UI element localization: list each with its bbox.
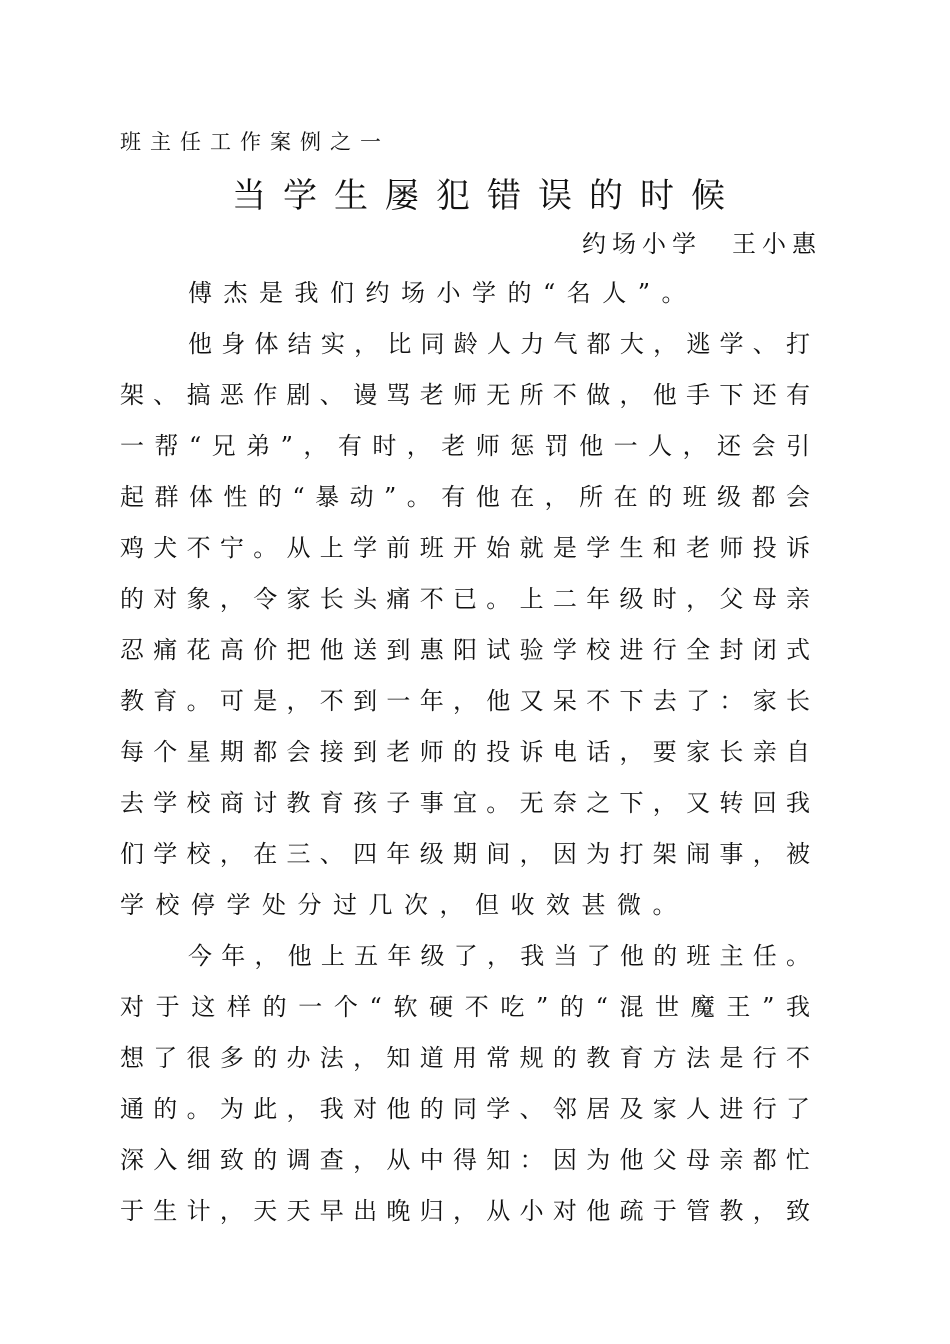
paragraph-line: 学校停学处分过几次，但收效甚微。 — [120, 891, 688, 919]
paragraph-line: 想了很多的办法，知道用常规的教育方法是行不 — [120, 1044, 810, 1072]
author-name: 王小惠 — [732, 230, 822, 258]
paragraph-line: 通的。为此，我对他的同学、邻居及家人进行了 — [120, 1095, 810, 1123]
paragraph-line: 一帮“兄弟”，有时，老师惩罚他一人，还会引 — [120, 432, 810, 460]
paragraph-line: 于生计，天天早出晚归，从小对他疏于管教，致 — [120, 1197, 810, 1225]
paragraph-line: 架、搞恶作剧、谩骂老师无所不做，他手下还有 — [120, 381, 810, 409]
school-name: 约场小学 — [582, 230, 702, 258]
paragraph-line: 忍痛花高价把他送到惠阳试验学校进行全封闭式 — [120, 636, 810, 664]
series-label: 班主任工作案例之一 — [120, 130, 390, 154]
paragraph-line: 傅杰是我们约场小学的“名人”。 — [188, 279, 698, 307]
body-text — [120, 268, 810, 1237]
document-title: 当学生屡犯错误的时候 — [232, 176, 742, 216]
paragraph-line: 教育。可是，不到一年，他又呆不下去了：家长 — [120, 687, 810, 715]
paragraph-line: 们学校，在三、四年级期间，因为打架闹事，被 — [120, 840, 810, 868]
paragraph-line: 每个星期都会接到老师的投诉电话，要家长亲自 — [120, 738, 810, 766]
paragraph-line: 起群体性的“暴动”。有他在，所在的班级都会 — [120, 483, 810, 511]
paragraph-line: 深入细致的调查，从中得知：因为他父母亲都忙 — [120, 1146, 810, 1174]
paragraph-line: 今年，他上五年级了，我当了他的班主任。 — [188, 942, 810, 970]
paragraph-line: 他身体结实，比同龄人力气都大，逃学、打 — [188, 330, 810, 358]
paragraph-line: 鸡犬不宁。从上学前班开始就是学生和老师投诉 — [120, 534, 810, 562]
paragraph-line: 的对象，令家长头痛不已。上二年级时，父母亲 — [120, 585, 810, 613]
paragraph-line: 对于这样的一个“软硬不吃”的“混世魔王”我 — [120, 993, 810, 1021]
byline — [582, 224, 822, 259]
paragraph-line: 去学校商讨教育孩子事宜。无奈之下，又转回我 — [120, 789, 810, 817]
